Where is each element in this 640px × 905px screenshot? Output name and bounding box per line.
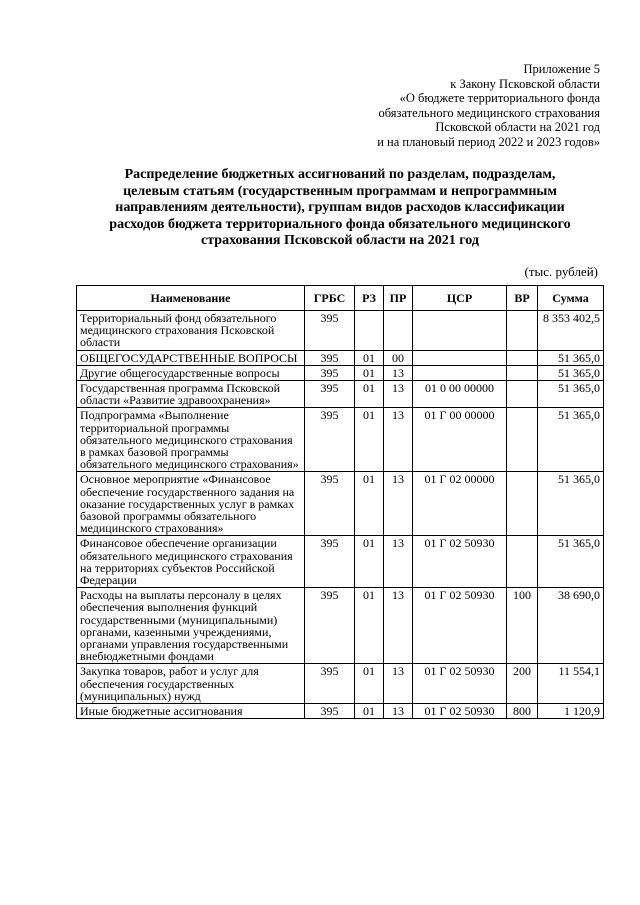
cell-grbs: 395 bbox=[305, 381, 355, 408]
cell-vr bbox=[507, 350, 538, 365]
cell-vr bbox=[507, 381, 538, 408]
cell-csr bbox=[413, 311, 507, 351]
cell-name: Закупка товаров, работ и услуг для обеспечения государственных (муниципальных) нужд bbox=[77, 664, 305, 704]
header-csr: ЦСР bbox=[413, 286, 507, 311]
budget-table bbox=[76, 285, 604, 719]
appendix-line: Приложение 5 bbox=[523, 62, 600, 76]
cell-pr: 13 bbox=[384, 365, 413, 380]
cell-pr: 00 bbox=[384, 350, 413, 365]
title-line: целевым статьям (государственным программам и непрограммным bbox=[123, 183, 557, 199]
cell-pr: 13 bbox=[384, 704, 413, 719]
cell-vr: 200 bbox=[507, 664, 538, 704]
table-row bbox=[77, 664, 604, 704]
cell-sum: 38 690,0 bbox=[538, 588, 604, 664]
cell-sum: 8 353 402,5 bbox=[538, 311, 604, 351]
cell-name: Другие общегосударственные вопросы bbox=[77, 365, 305, 380]
cell-csr bbox=[413, 350, 507, 365]
cell-grbs: 395 bbox=[305, 311, 355, 351]
cell-rz: 01 bbox=[355, 472, 384, 536]
cell-pr: 13 bbox=[384, 588, 413, 664]
header-pr: ПР bbox=[384, 286, 413, 311]
header-rz: РЗ bbox=[355, 286, 384, 311]
cell-grbs: 395 bbox=[305, 664, 355, 704]
cell-name: Расходы на выплаты персоналу в целях обеспечения выполнения функций государственными (муниципальными) органами, казенными учреждениями, органами управления государственными внебюджетными фондами bbox=[77, 588, 305, 664]
header-name: Наименование bbox=[77, 286, 305, 311]
cell-name: ОБЩЕГОСУДАРСТВЕННЫЕ ВОПРОСЫ bbox=[77, 350, 305, 365]
cell-csr: 01 0 00 00000 bbox=[413, 381, 507, 408]
cell-rz: 01 bbox=[355, 588, 384, 664]
cell-name: Территориальный фонд обязательного медицинского страхования Псковской области bbox=[77, 311, 305, 351]
header-grbs: ГРБС bbox=[305, 286, 355, 311]
table-row bbox=[77, 408, 604, 472]
cell-name: Иные бюджетные ассигнования bbox=[77, 704, 305, 719]
cell-sum: 11 554,1 bbox=[538, 664, 604, 704]
table-row bbox=[77, 311, 604, 351]
table-row bbox=[77, 536, 604, 588]
cell-sum: 51 365,0 bbox=[538, 408, 604, 472]
cell-vr bbox=[507, 536, 538, 588]
cell-csr: 01 Г 00 00000 bbox=[413, 408, 507, 472]
cell-pr bbox=[384, 311, 413, 351]
cell-vr bbox=[507, 408, 538, 472]
cell-pr: 13 bbox=[384, 381, 413, 408]
cell-grbs: 395 bbox=[305, 704, 355, 719]
appendix-line: «О бюджете территориального фонда bbox=[399, 91, 600, 106]
cell-grbs: 395 bbox=[305, 472, 355, 536]
table-row bbox=[77, 588, 604, 664]
cell-csr: 01 Г 02 50930 bbox=[413, 536, 507, 588]
cell-sum: 51 365,0 bbox=[538, 350, 604, 365]
cell-rz: 01 bbox=[355, 704, 384, 719]
cell-rz: 01 bbox=[355, 365, 384, 380]
cell-vr bbox=[507, 365, 538, 380]
cell-vr: 800 bbox=[507, 704, 538, 719]
cell-rz: 01 bbox=[355, 408, 384, 472]
table-row bbox=[77, 350, 604, 365]
appendix-header bbox=[260, 62, 600, 150]
cell-sum: 51 365,0 bbox=[538, 381, 604, 408]
appendix-line: обязательного медицинского страхования bbox=[378, 105, 600, 120]
cell-sum: 1 120,9 bbox=[538, 704, 604, 719]
table-row bbox=[77, 381, 604, 408]
table-row bbox=[77, 472, 604, 536]
cell-csr: 01 Г 02 50930 bbox=[413, 664, 507, 704]
cell-grbs: 395 bbox=[305, 536, 355, 588]
table-row bbox=[77, 365, 604, 380]
cell-name: Государственная программа Псковской области «Развитие здравоохранения» bbox=[77, 381, 305, 408]
cell-grbs: 395 bbox=[305, 408, 355, 472]
title-line: Распределение бюджетных ассигнований по разделам, подразделам, bbox=[124, 167, 556, 182]
document-title bbox=[80, 167, 600, 250]
cell-sum: 51 365,0 bbox=[538, 536, 604, 588]
appendix-line: к Закону Псковской области bbox=[450, 76, 600, 91]
cell-grbs: 395 bbox=[305, 588, 355, 664]
cell-grbs: 395 bbox=[305, 365, 355, 380]
cell-pr: 13 bbox=[384, 664, 413, 704]
cell-name: Подпрограмма «Выполнение территориальной программы обязательного медицинского страхования в рамках базовой программы обязательного медицинского страхования» bbox=[77, 408, 305, 472]
cell-csr: 01 Г 02 50930 bbox=[413, 704, 507, 719]
cell-csr: 01 Г 02 00000 bbox=[413, 472, 507, 536]
cell-sum: 51 365,0 bbox=[538, 472, 604, 536]
cell-rz: 01 bbox=[355, 536, 384, 588]
cell-pr: 13 bbox=[384, 472, 413, 536]
cell-csr bbox=[413, 365, 507, 380]
cell-csr: 01 Г 02 50930 bbox=[413, 588, 507, 664]
header-vr: ВР bbox=[507, 286, 538, 311]
units-label: (тыс. рублей) bbox=[524, 264, 598, 279]
cell-name: Основное мероприятие «Финансовое обеспечение государственного задания на оказание государственных услуг в рамках базовой программы обязательного медицинского страхования» bbox=[77, 472, 305, 536]
header-sum: Сумма bbox=[538, 286, 604, 311]
cell-rz: 01 bbox=[355, 381, 384, 408]
cell-pr: 13 bbox=[384, 536, 413, 588]
appendix-line: Псковской области на 2021 год bbox=[435, 120, 600, 135]
cell-vr: 100 bbox=[507, 588, 538, 664]
cell-grbs: 395 bbox=[305, 350, 355, 365]
cell-rz: 01 bbox=[355, 350, 384, 365]
cell-vr bbox=[507, 311, 538, 351]
title-line: страхования Псковской области на 2021 год bbox=[201, 233, 479, 249]
table-header-row bbox=[77, 286, 604, 311]
cell-rz bbox=[355, 311, 384, 351]
cell-sum: 51 365,0 bbox=[538, 365, 604, 380]
title-line: направлениям деятельности), группам видов расходов классификации bbox=[115, 200, 565, 216]
title-line: расходов бюджета территориального фонда обязательного медицинского bbox=[109, 216, 571, 232]
cell-pr: 13 bbox=[384, 408, 413, 472]
cell-name: Финансовое обеспечение организации обязательного медицинского страхования на территориях субъектов Российской Федерации bbox=[77, 536, 305, 588]
cell-rz: 01 bbox=[355, 664, 384, 704]
table-row bbox=[77, 704, 604, 719]
appendix-line: и на плановый период 2022 и 2023 годов» bbox=[377, 134, 600, 149]
cell-vr bbox=[507, 472, 538, 536]
